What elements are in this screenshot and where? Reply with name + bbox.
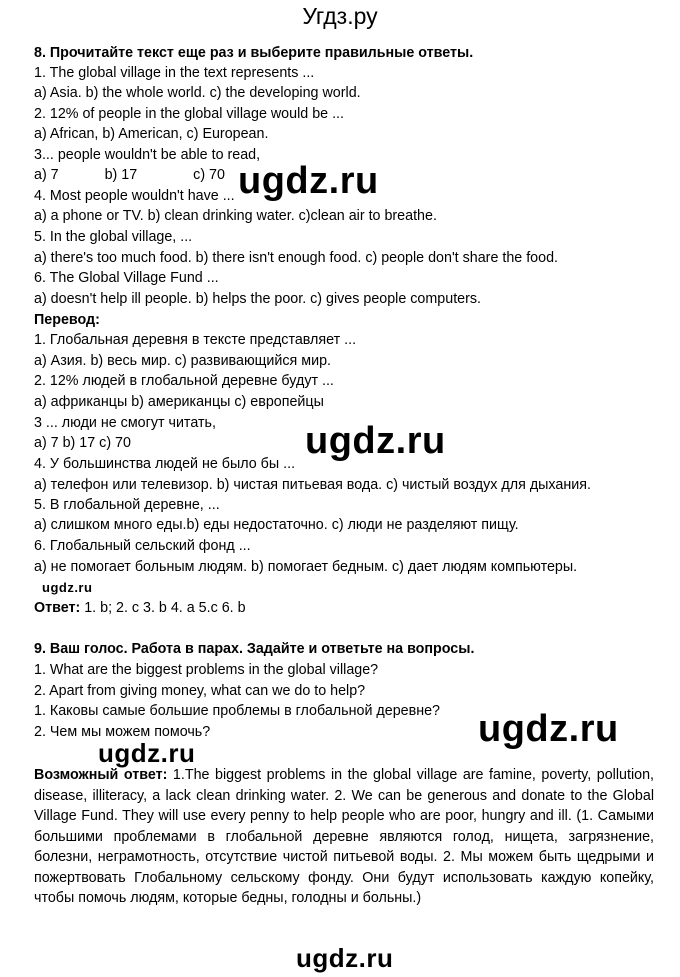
option-3b: b) 17	[104, 167, 138, 183]
answer-text: 1. b; 2. c 3. b 4. a 5.c 6. b	[80, 600, 246, 616]
options-5: a) there's too much food. b) there isn't enough food. c) people don't share the food.	[34, 250, 559, 266]
options-4: a) a phone or TV. b) clean drinking water. c)clean air to breathe.	[34, 208, 437, 224]
option-3a: a) 7	[34, 167, 59, 183]
option-3c: c) 70	[193, 167, 225, 183]
question-1: 1. The global village in the text represents ...	[34, 65, 315, 81]
translation-a1: a) Азия. b) весь мир. c) развивающийся мир.	[34, 353, 332, 369]
options-6: a) doesn't help ill people. b) helps the poor. c) gives people computers.	[34, 291, 481, 307]
translation-q1: 1. Глобальная деревня в тексте представляет ...	[34, 332, 357, 348]
translation-q2: 2. 12% людей в глобальной деревне будут ...	[34, 373, 334, 389]
translation-a2: a) африканцы b) американцы c) европейцы	[34, 394, 324, 410]
watermark: ugdz.ru	[478, 708, 619, 750]
options-2: a) African, b) American, c) European.	[34, 126, 269, 142]
translation-label: Перевод:	[34, 312, 100, 328]
question-2: 2. 12% of people in the global village would be ...	[34, 106, 344, 122]
exercise-9-heading: 9. Ваш голос. Работа в парах. Задайте и ответьте на вопросы.	[34, 641, 475, 657]
question-3: 3... people wouldn't be able to read,	[34, 147, 261, 163]
site-title: Угдз.ру	[302, 3, 378, 29]
question-5: 5. In the global village, ...	[34, 229, 193, 245]
ex9-question-2: 2. Apart from giving money, what can we do to help?	[34, 683, 366, 699]
ex9-translation-1: 1. Каковы самые большие проблемы в глобальной деревне?	[34, 703, 440, 719]
exercise-8-heading: 8. Прочитайте текст еще раз и выберите правильные ответы.	[34, 45, 474, 61]
question-6: 6. The Global Village Fund ...	[34, 270, 219, 286]
answer-line	[34, 599, 246, 617]
ex9-translation-2: 2. Чем мы можем помочь?	[34, 724, 211, 740]
translation-q4: 4. У большинства людей не было бы ...	[34, 456, 296, 472]
watermark: ugdz.ru	[296, 943, 394, 973]
watermark: ugdz.ru	[238, 160, 379, 202]
translation-a5: a) слишком много еды.b) еды недостаточно. c) люди не разделяют пищу.	[34, 517, 519, 533]
translation-a3: a) 7 b) 17 c) 70	[34, 435, 131, 451]
question-4: 4. Most people wouldn't have ...	[34, 188, 235, 204]
options-1: a) Asia. b) the whole world. c) the developing world.	[34, 85, 361, 101]
watermark: ugdz.ru	[305, 420, 446, 462]
translation-q5: 5. В глобальной деревне, ...	[34, 497, 220, 513]
watermark: ugdz.ru	[42, 580, 93, 595]
watermark: ugdz.ru	[98, 738, 196, 768]
possible-answer-label: Возможный ответ:	[34, 767, 168, 783]
translation-q3: 3 ... люди не смогут читать,	[34, 415, 216, 431]
translation-a4: a) телефон или телевизор. b) чистая питьевая вода. c) чистый воздух для дыхания.	[34, 477, 591, 493]
possible-answer-text: 1.The biggest problems in the global village are famine, poverty, pollution, disease, illiteracy, a lack clean drinking water. 2. We can be generous and donate to the Global Village Fund. They will use every penny to help people who are poor, hungry and ill. (1. Самыми большими проблемами в глобальной деревне являются голод, нищета, загрязнение, болезни, неграмотность, отсутствие чистой питьевой воды. 2. Мы можем быть щедрыми и пожертвовать Глобальному сельскому фонду. Они будут использовать каждую копейку, чтобы помочь людям, которые бедны, голодны и больны.)	[34, 767, 654, 906]
translation-q6: 6. Глобальный сельский фонд ...	[34, 538, 251, 554]
options-3	[34, 166, 225, 184]
possible-answer	[34, 765, 654, 909]
ex9-question-1: 1. What are the biggest problems in the global village?	[34, 662, 379, 678]
answer-label: Ответ:	[34, 600, 81, 616]
translation-a6: a) не помогает больным людям. b) помогает бедным. c) дает людям компьютеры.	[34, 559, 578, 575]
